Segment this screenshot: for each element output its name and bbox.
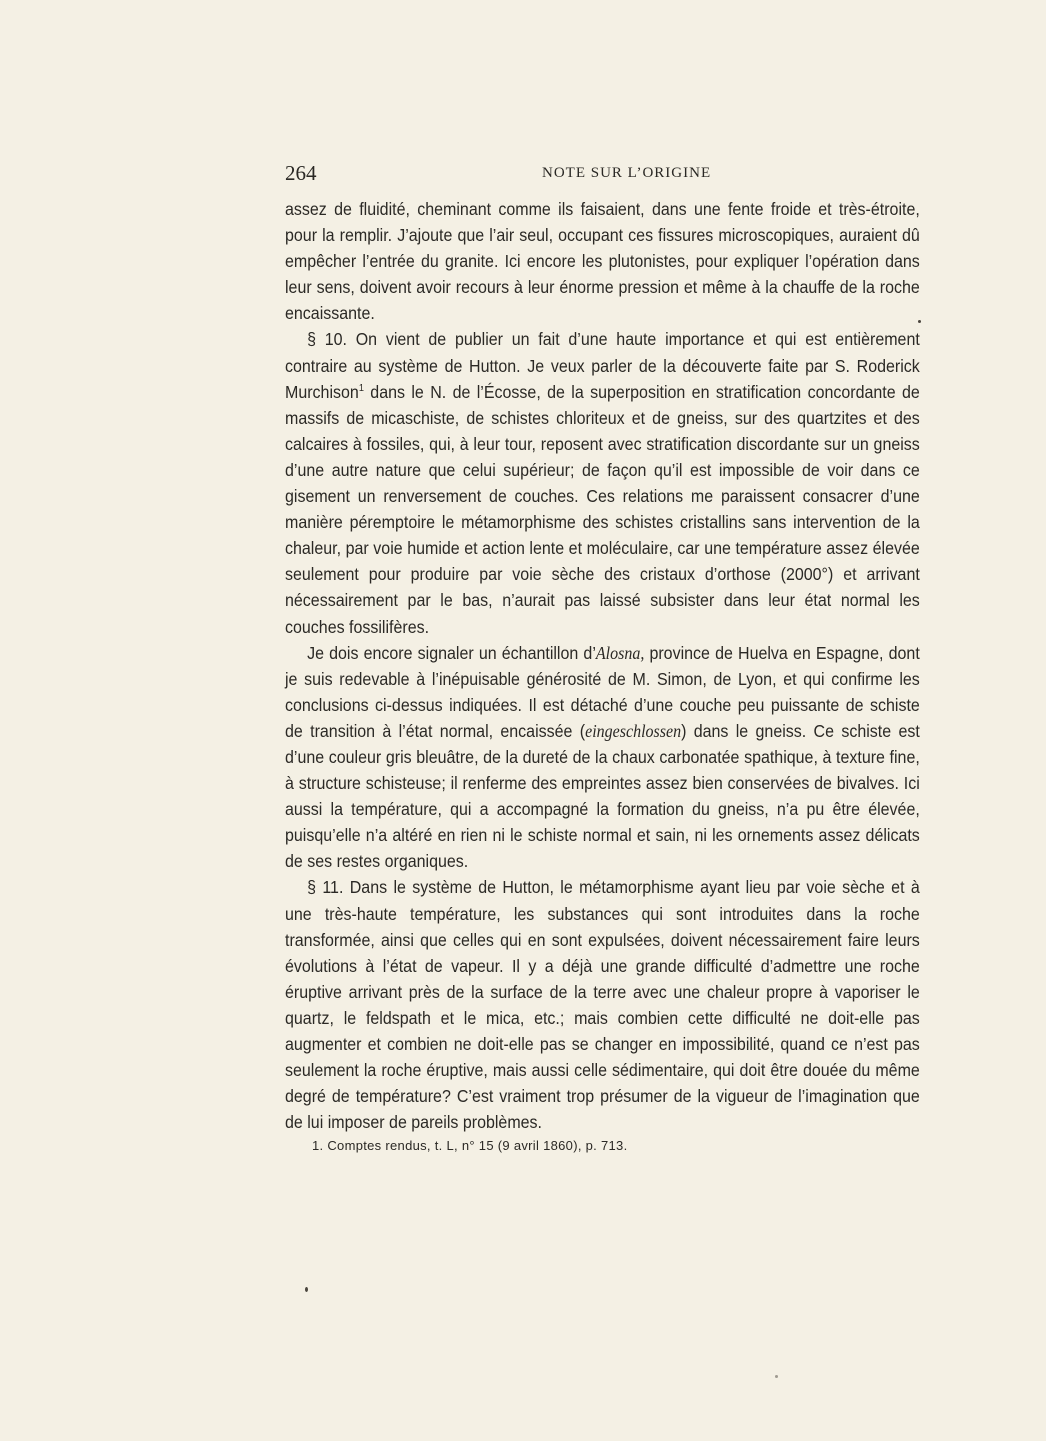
print-speck [775,1375,778,1378]
italic-text: eingeschlossen [585,720,682,741]
print-speck [305,1287,308,1292]
paragraph-section-10 [285,326,920,639]
paragraph-text: ) dans le gneiss. Ce schiste est d’une couleur gris bleuâtre, de la dureté de la chaux carbonatée spathique, à texture fine, à structure schisteuse; il renferme des empreintes assez bien conservées de bivalves. Ici aussi la température, qui a accompagné la formation du gneiss, n’a pu être élevée, puisqu’elle n’a altéré en rien ni le schiste normal et sain, ni les ornements assez délicats de ses restes organiques. [285,720,920,872]
paragraph-text: province de Huelva en Espagne, dont je suis redevable à l’inépuisable générosité de M. Simon, de Lyon, et qui confirme les conclusions ci-dessus indiquées. Il est détaché d’une couche peu puissante de schiste de transition à l’état normal, encaissée ( [285,642,920,741]
paragraph-continuation: assez de fluidité, cheminant comme ils faisaient, dans une fente froide et très-étroite, pour la remplir. J’ajoute que l’air seul, occupant ces fissures microscopiques, auraient dû empêcher l’entrée du granite. Ici encore les plutonistes, pour expliquer l’opération dans leur sens, doivent avoir recours à leur énorme pression et même à la chauffe de la roche encaissante. [285,199,920,324]
running-head: NOTE SUR L’ORIGINE [542,165,712,181]
page-number: 264 [285,161,317,185]
footnote-ref: 1 [358,382,364,394]
footnote: 1. Comptes rendus, t. L, n° 15 (9 avril 1860), p. 713. [312,1138,628,1153]
page-header [285,161,975,187]
print-speck [918,320,921,323]
paragraph-text: Je dois encore signaler un échantillon d’ [307,642,596,663]
paragraph-text: dans le N. de l’Écosse, de la superposition en stratification concordante de massifs de micaschiste, de schistes chloriteux et de gneiss, sur des quartzites et des calcaires à fossiles, qui, à leur tour, reposent avec stratification discordante sur un gneiss d’une autre nature que celui supérieur; de façon qu’il est impossible de voir dans ce gisement un renversement de couches. Ces relations me paraissent consacrer d’une manière péremptoire le métamorphisme des schistes cristallins sans intervention de la chaleur, par voie humide et action lente et moléculaire, car une température assez élevée seulement pour produire par voie sèche des cristaux d’orthose (2000°) et arrivant nécessairement par le bas, n’aurait pas laissé subsister dans leur état normal les couches fossilifères. [285,381,920,637]
paragraph-alosna [285,640,920,875]
paragraph-section-11: § 11. Dans le système de Hutton, le métamorphisme ayant lieu par voie sèche et à une très-haute température, les substances qui sont introduites dans la roche transformée, ainsi que celles qui en sont expulsées, doivent nécessairement faire leurs évolutions à l’état de vapeur. Il y a déjà une grande difficulté d’admettre une roche éruptive arrivant près de la surface de la terre avec une chaleur propre à vaporiser le quartz, le feldspath et le mica, etc.; mais combien cette difficulté ne doit-elle pas augmenter et combien ne doit-elle pas se changer en impossibilité, quand ce n’est pas seulement la roche éruptive, mais aussi celle sédimentaire, qui doit être douée du même degré de température? C’est vraiment trop présumer de la vigueur de l’imagination que de lui imposer de pareils problèmes. [285,877,920,1133]
paragraph-text: § 10. On vient de publier un fait d’une haute importance et qui est entièrement contraire au système de Hutton. Je veux parler de la découverte faite par S. Roderick Murchison [285,329,920,402]
body-text [285,196,920,1135]
italic-text: Alosna, [595,642,645,663]
